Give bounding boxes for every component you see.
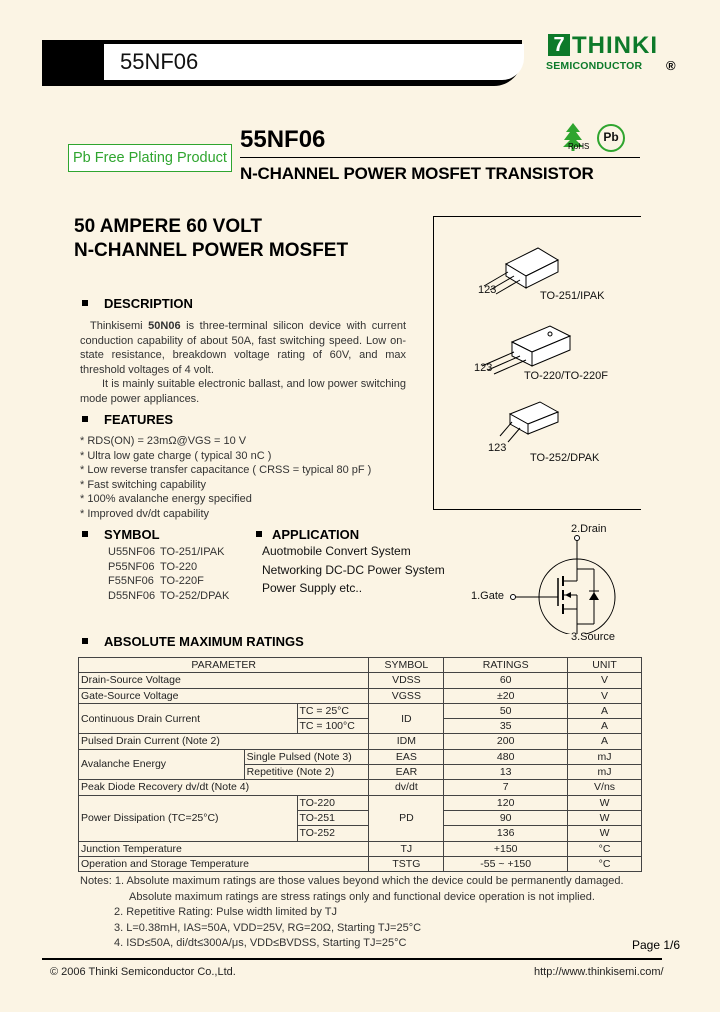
headline-rating: 50 AMPERE 60 VOLT <box>74 216 262 237</box>
symbol-row: F55NF06 TO-220F <box>108 575 204 587</box>
rohs-label: RoHS <box>568 142 590 151</box>
bullet-icon <box>82 416 88 422</box>
table-row: Avalanche Energy Single Pulsed (Note 3) EAS 480 mJ <box>79 749 642 764</box>
bullet-icon <box>82 300 88 306</box>
feature-item: * Ultra low gate charge ( typical 30 nC ) <box>80 449 272 462</box>
pb-free-banner: Pb Free Plating Product <box>68 144 232 172</box>
description-part: 50N06 <box>148 320 181 332</box>
application-item: Networking DC-DC Power System <box>262 562 445 577</box>
table-row: TO-251 90 W <box>79 810 642 825</box>
table-row: Operation and Storage Temperature TSTG -55 ~ +150 °C <box>79 856 642 871</box>
application-heading <box>256 527 359 542</box>
features-heading-text: FEATURES <box>104 412 174 427</box>
note-line: Notes: 1. Absolute maximum ratings are those values beyond which the device could be permanently damaged. <box>80 875 624 887</box>
package-label-to220: TO-220/TO-220F <box>524 370 608 382</box>
table-row: Drain-Source Voltage VDSS 60 V <box>79 673 642 688</box>
application-heading-text: APPLICATION <box>272 527 360 542</box>
bullet-icon <box>82 531 88 537</box>
features-list <box>80 434 371 521</box>
feature-item: * Fast switching capability <box>80 478 206 491</box>
header-part-number: 55NF06 <box>104 44 524 80</box>
table-row: Power Dissipation (TC=25°C) TO-220 PD 120 W <box>79 795 642 810</box>
symbol-row: D55NF06 TO-252/DPAK <box>108 589 230 602</box>
table-row: Junction Temperature TJ +150 °C <box>79 841 642 856</box>
description-heading-text: DESCRIPTION <box>104 296 193 311</box>
bullet-icon <box>256 531 262 537</box>
table-row: TC = 100°C 35 A <box>79 719 642 734</box>
gate-label: 1.Gate <box>471 590 505 602</box>
header-tab <box>42 40 522 86</box>
symbol-row: P55NF06 TO-220 <box>108 560 198 573</box>
registered-mark: ® <box>666 58 676 73</box>
ratings-heading <box>82 634 304 649</box>
title-divider <box>240 157 640 158</box>
logo-name: THINKI <box>572 32 658 59</box>
symbol-heading <box>82 527 160 542</box>
feature-item: * Improved dv/dt capability <box>80 507 210 520</box>
note-line: 2. Repetitive Rating: Pulse width limited by TJ <box>114 906 337 918</box>
package-label-ipak: TO-251/IPAK <box>540 290 605 302</box>
pin-numbers: 123 <box>478 284 497 296</box>
logo-mark-icon: 7 <box>548 34 570 56</box>
description-prefix: Thinkisemi <box>90 320 149 332</box>
feature-item: * RDS(ON) = 23mΩ@VGS = 10 V <box>80 435 247 447</box>
application-list <box>262 542 445 598</box>
description-p2: It is mainly suitable electronic ballast, and low power switching mode power appliances. <box>80 378 406 405</box>
application-item: Auotmobile Convert System <box>262 544 411 558</box>
part-subtitle: N-CHANNEL POWER MOSFET TRANSISTOR <box>240 164 594 183</box>
bullet-icon <box>82 638 88 644</box>
symbol-list <box>108 545 229 603</box>
table-row: Pulsed Drain Current (Note 2) IDM 200 A <box>79 734 642 749</box>
note-line: 4. ISD≤50A, di/dt≤300A/μs, VDD≤BVDSS, Starting TJ=25°C <box>114 937 407 949</box>
table-row: Peak Diode Recovery dv/dt (Note 4) dv/dt 7 V/ns <box>79 780 642 795</box>
symbol-heading-text: SYMBOL <box>104 527 160 542</box>
note-line: 3. L=0.38mH, IAS=50A, VDD=25V, RG=20Ω, Starting TJ=25°C <box>114 921 422 934</box>
table-header-row: PARAMETER SYMBOL RATINGS UNIT <box>79 658 642 673</box>
description-heading <box>82 296 193 311</box>
drain-label: 2.Drain <box>571 523 607 535</box>
thinki-logo <box>548 34 658 58</box>
notes <box>80 874 624 952</box>
note-line: Absolute maximum ratings are stress ratings only and functional device operation is not implied. <box>129 890 595 903</box>
application-item: Power Supply etc.. <box>262 581 363 595</box>
ratings-heading-text: ABSOLUTE MAXIMUM RATINGS <box>104 634 304 649</box>
table-row: Repetitive (Note 2) EAR 13 mJ <box>79 765 642 780</box>
footer-divider <box>42 958 662 960</box>
pin-numbers-220: 123 <box>474 362 493 374</box>
pb-free-icon: Pb <box>597 124 625 152</box>
copyright: © 2006 Thinki Semiconductor Co.,Ltd. <box>50 966 236 978</box>
package-label-dpak: TO-252/DPAK <box>530 452 600 464</box>
symbol-row: U55NF06 TO-251/IPAK <box>108 546 225 558</box>
feature-item: * 100% avalanche energy specified <box>80 493 252 505</box>
pin-numbers-252: 123 <box>488 442 507 454</box>
ratings-table-body <box>78 657 642 872</box>
page-number: Page 1/6 <box>632 938 681 952</box>
description-rest: is three-terminal silicon device with current conduction capability of about 50A, fast switching speed. Low on-state resistance, breakdown voltage rating of 60V, and max threshold voltages of 4 volt. <box>80 320 406 376</box>
table-row: Gate-Source Voltage VGSS ±20 V <box>79 688 642 703</box>
table-row: TO-252 136 W <box>79 826 642 841</box>
table-row: Continuous Drain Current TC = 25°C ID 50 A <box>79 703 642 718</box>
website-link[interactable]: http://www.thinkisemi.com/ <box>534 966 664 978</box>
logo-subtitle: SEMICONDUCTOR <box>546 60 643 72</box>
headline-type: N-CHANNEL POWER MOSFET <box>74 240 349 261</box>
description-body <box>80 319 406 407</box>
feature-item: * Low reverse transfer capacitance ( CRSS = typical 80 pF ) <box>80 464 372 476</box>
source-label: 3.Source <box>571 631 616 643</box>
mosfet-symbol-icon <box>508 534 618 634</box>
features-heading <box>82 412 173 427</box>
part-title: 55NF06 <box>240 126 326 153</box>
